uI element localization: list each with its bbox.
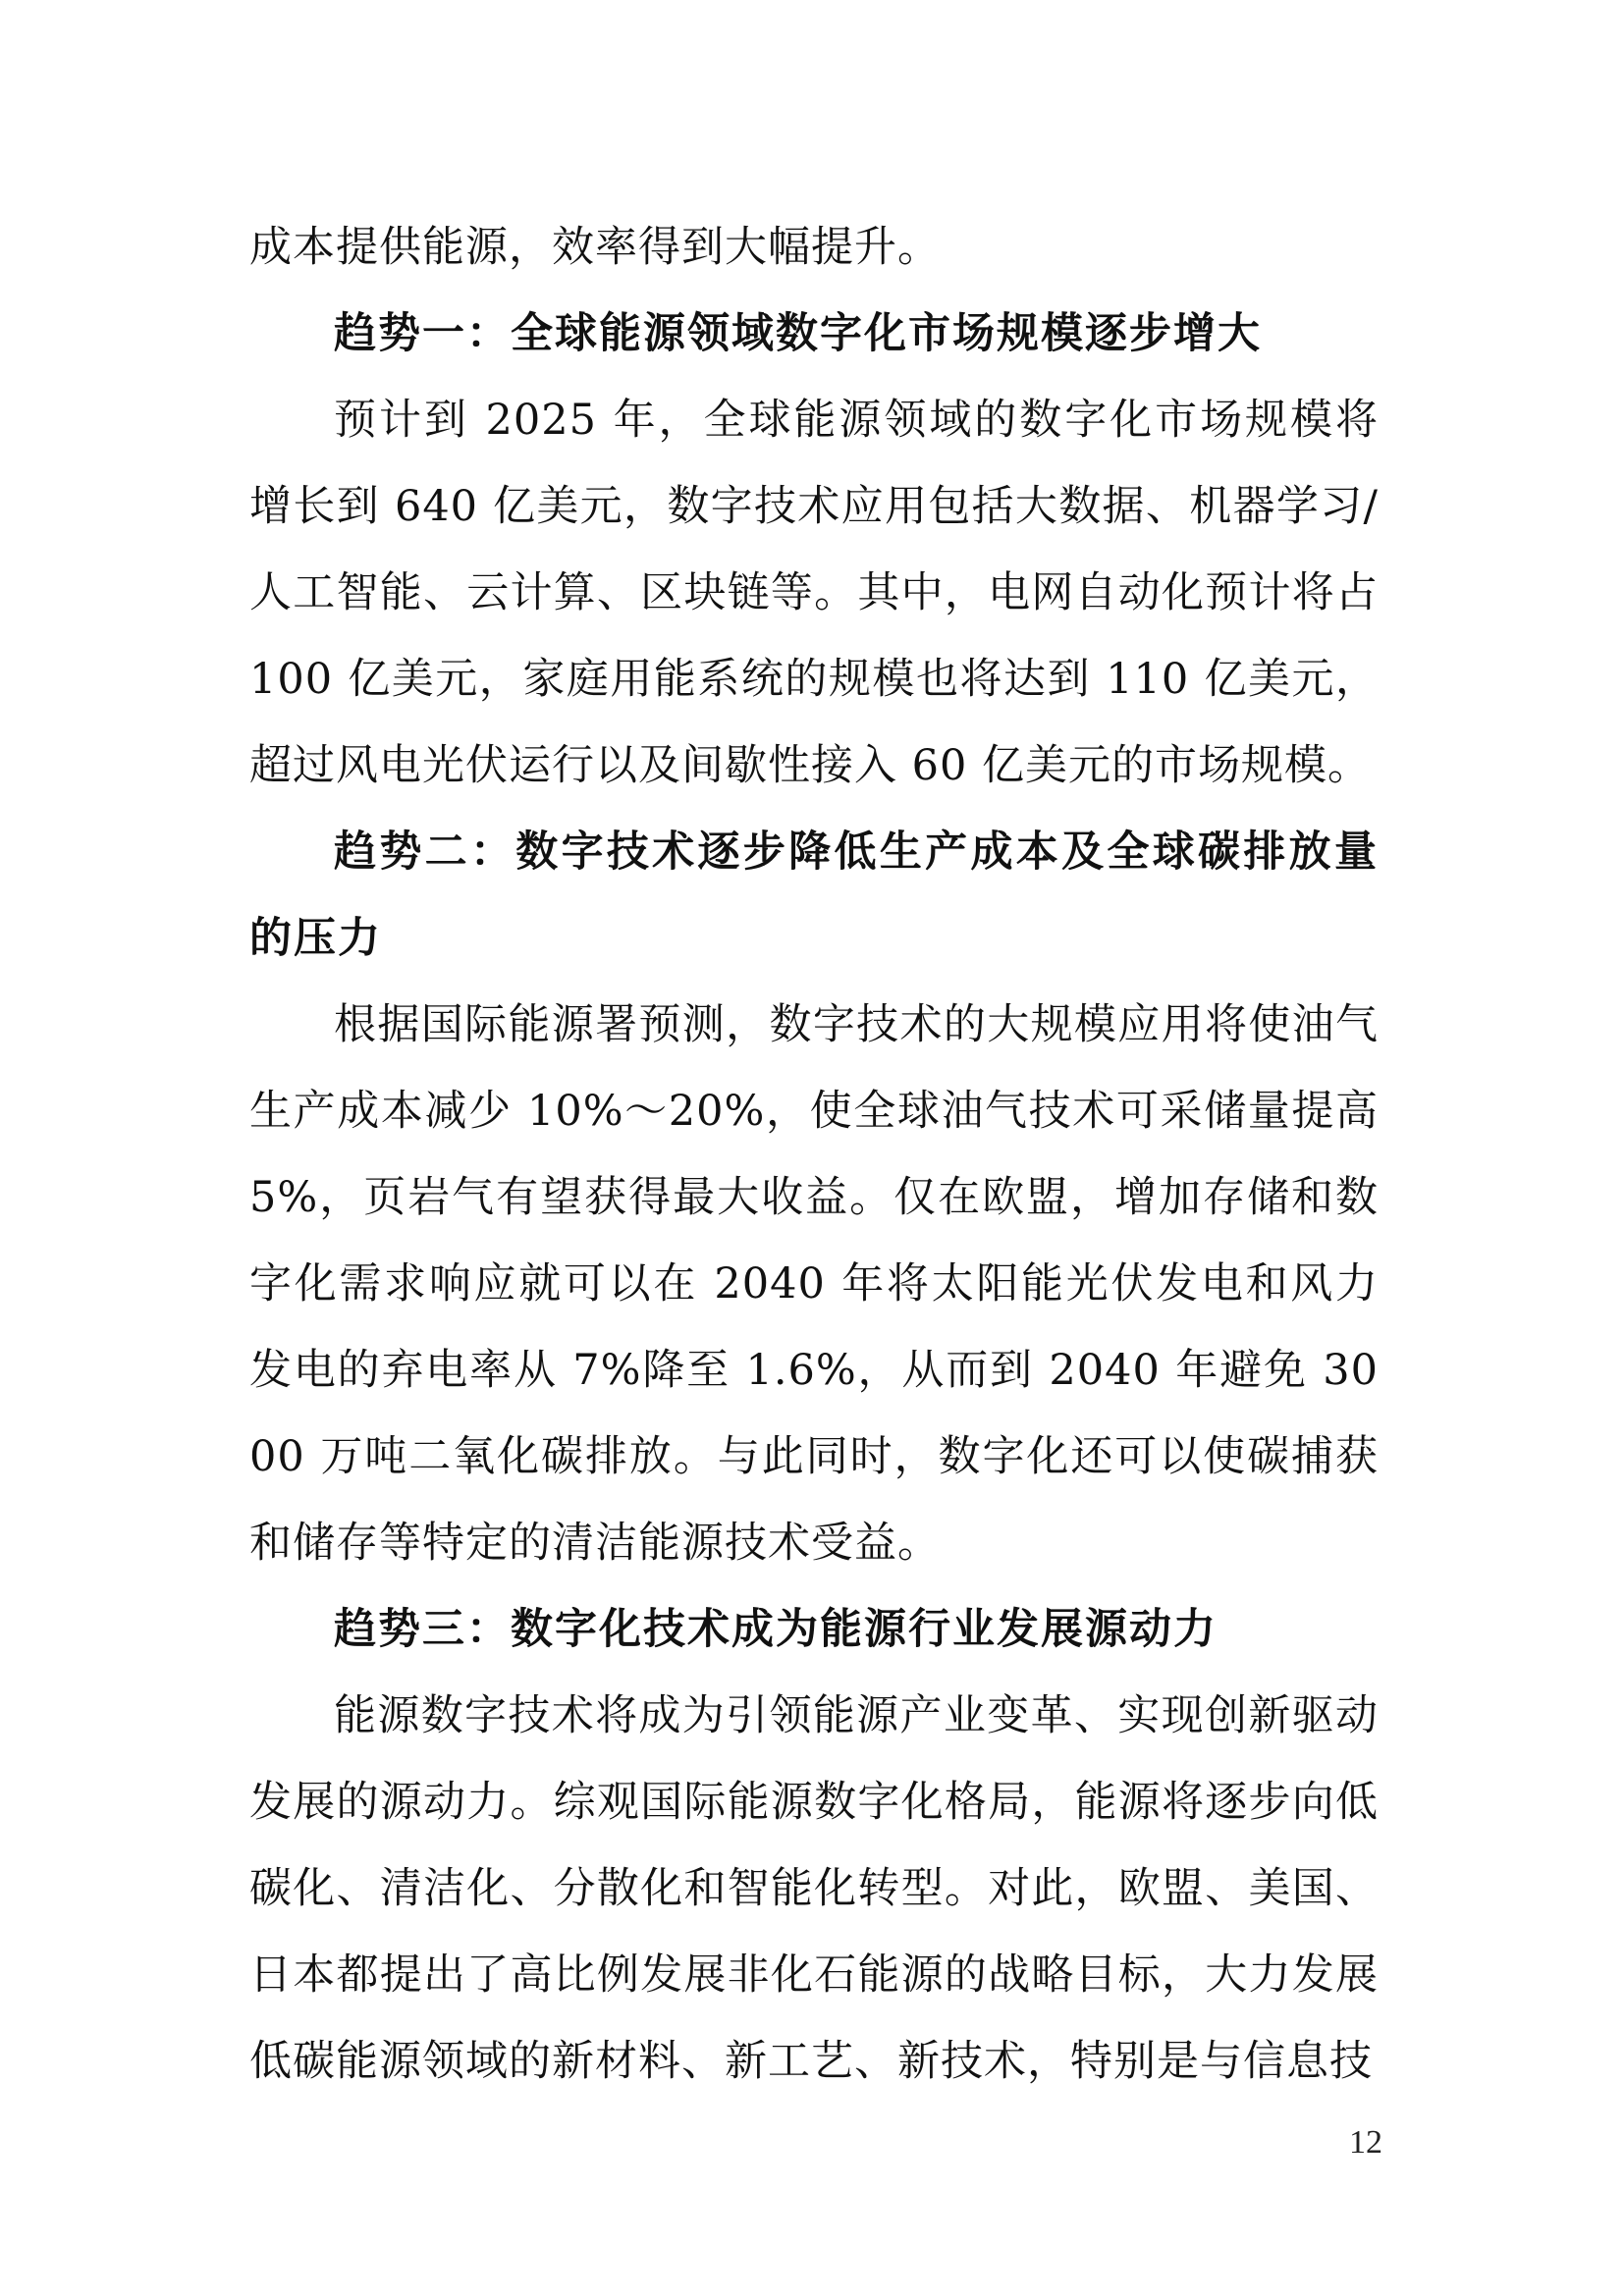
paragraph-intro-tail: 成本提供能源，效率得到大幅提升。: [249, 223, 941, 272]
section-heading-trend-1: 趋势一：全球能源领域数字化市场规模逐步增大: [334, 309, 1262, 358]
section-heading-trend-2: 趋势二：数字技术逐步降低生产成本及全球碳排放量的压力: [249, 828, 1379, 963]
paragraph-trend-1: 预计到 2025 年，全球能源领域的数字化市场规模将增长到 640 亿美元，数字技术应用包括大数据、机器学习/人工智能、云计算、区块链等。其中，电网自动化预计将占 100 亿美元，家庭用能系统的规模也将达到 110 亿美元，超过风电光伏运行以及间歇性接入 60 亿美元的市场规模。: [249, 396, 1379, 790]
paragraph-trend-3: 能源数字技术将成为引领能源产业变革、实现创新驱动发展的源动力。综观国际能源数字化格局，能源将逐步向低碳化、清洁化、分散化和智能化转型。对此，欧盟、美国、日本都提出了高比例发展非化石能源的战略目标，大力发展低碳能源领域的新材料、新工艺、新技术，特别是与信息技: [249, 1691, 1379, 2086]
paragraph-trend-2: 根据国际能源署预测，数字技术的大规模应用将使油气生产成本减少 10%～20%，使全球油气技术可采储量提高 5%，页岩气有望获得最大收益。仅在欧盟，增加存储和数字化需求响应就可以在 2040 年将太阳能光伏发电和风力发电的弃电率从 7%降至 1.6%，从而到 2040 年避免 3000 万吨二氧化碳排放。与此同时，数字化还可以使碳捕获和储存等特定的清洁能源技术受益。: [249, 1000, 1379, 1568]
document-body: [249, 204, 1379, 2105]
section-heading-trend-3: 趋势三：数字化技术成为能源行业发展源动力: [334, 1605, 1218, 1654]
page-number: 12: [1349, 2124, 1382, 2161]
